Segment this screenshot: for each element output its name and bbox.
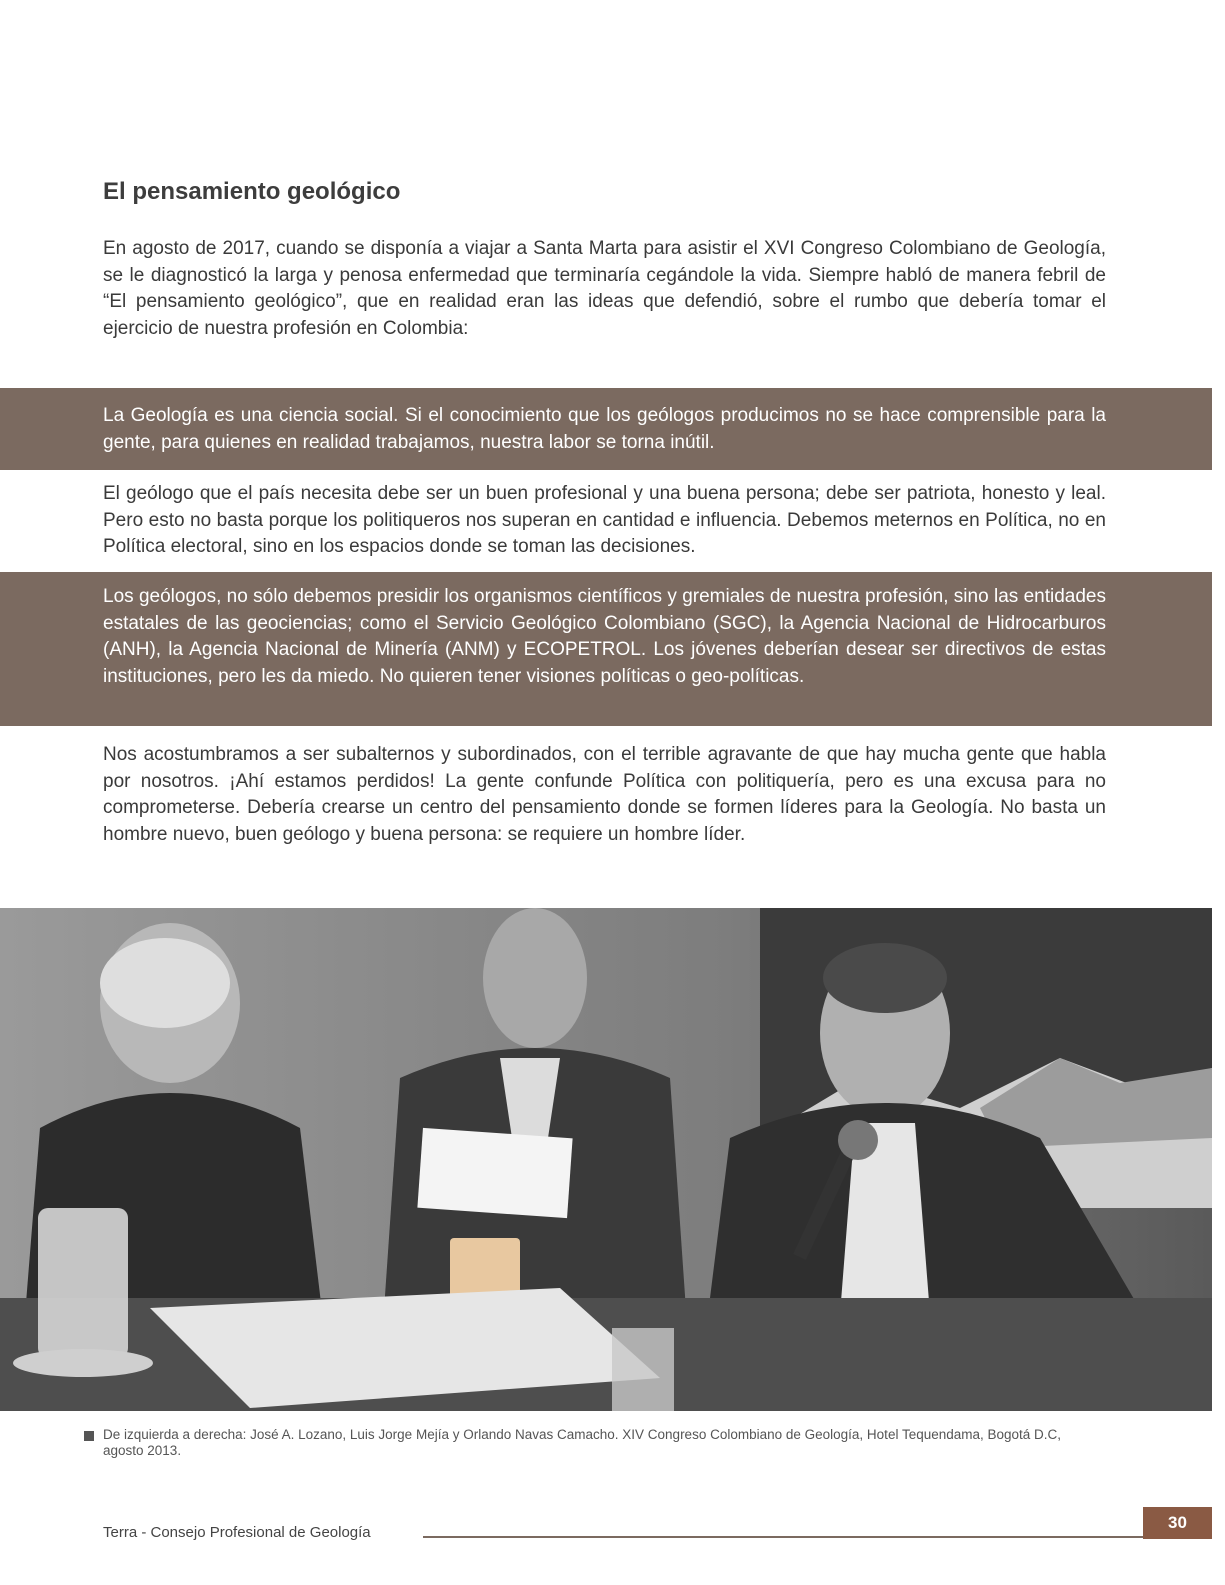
caption-bullet-icon bbox=[84, 1431, 94, 1441]
quote-paragraph-1: La Geología es una ciencia social. Si el conocimiento que los geólogos producimos no se hace comprensible para la gente, para quienes en realidad trabajamos, nuestra labor se torna inútil. bbox=[103, 405, 1106, 453]
quote-band-2 bbox=[0, 572, 1212, 726]
footer-publication: Terra - Consejo Profesional de Geología bbox=[103, 1524, 371, 1541]
body-paragraph-3: Nos acostumbramos a ser subalternos y subordinados, con el terrible agravante de que hay mucha gente que habla por nosotros. ¡Ahí estamos perdidos! La gente confunde Política con politiquería, pero es una excusa para no comprometerse. Debería crearse un centro del pensamiento donde se formen líderes para la Geología. No basta un hombre nuevo, buen geólogo y buena persona: se requiere un hombre líder. bbox=[103, 744, 1106, 845]
page-number: 30 bbox=[1143, 1507, 1212, 1539]
footer-rule bbox=[423, 1536, 1143, 1538]
intro-paragraph: En agosto de 2017, cuando se disponía a viajar a Santa Marta para asistir el XVI Congreso Colombiano de Geología, se le diagnosticó la larga y penosa enfermedad que terminaría cegándole la vida. Siempre habló de manera febril de “El pensamiento geológico”, que en realidad eran las ideas que defendió, sobre el rumbo que debería tomar el ejercicio de nuestra profesión en Colombia: bbox=[103, 238, 1106, 339]
photo-caption: De izquierda a derecha: José A. Lozano, Luis Jorge Mejía y Orlando Navas Camacho. XIV Congreso Colombiano de Geología, Hotel Tequendama, Bogotá D.C, agosto 2013. bbox=[103, 1427, 1062, 1458]
quote-band-1 bbox=[0, 388, 1212, 470]
photo-illustration bbox=[0, 908, 1212, 1411]
event-photo bbox=[0, 908, 1212, 1411]
quote-paragraph-2: Los geólogos, no sólo debemos presidir los organismos científicos y gremiales de nuestra profesión, sino las entidades estatales de las geociencias; como el Servicio Geológico Colombiano (SGC), la Agencia Nacional de Hidrocarburos (ANH), la Agencia Nacional de Minería (ANM) y ECOPETROL. Los jóvenes deberían desear ser directivos de estas instituciones, pero les da miedo. No quieren tener visiones políticas o geo-políticas. bbox=[103, 586, 1106, 687]
body-paragraph-2: El geólogo que el país necesita debe ser un buen profesional y una buena persona; debe ser patriota, honesto y leal. Pero esto no basta porque los politiqueros nos superan en cantidad e influencia. Debemos meternos en Política, no en Política electoral, sino en los espacios donde se toman las decisiones. bbox=[103, 483, 1106, 558]
section-heading: El pensamiento geológico bbox=[103, 178, 401, 205]
